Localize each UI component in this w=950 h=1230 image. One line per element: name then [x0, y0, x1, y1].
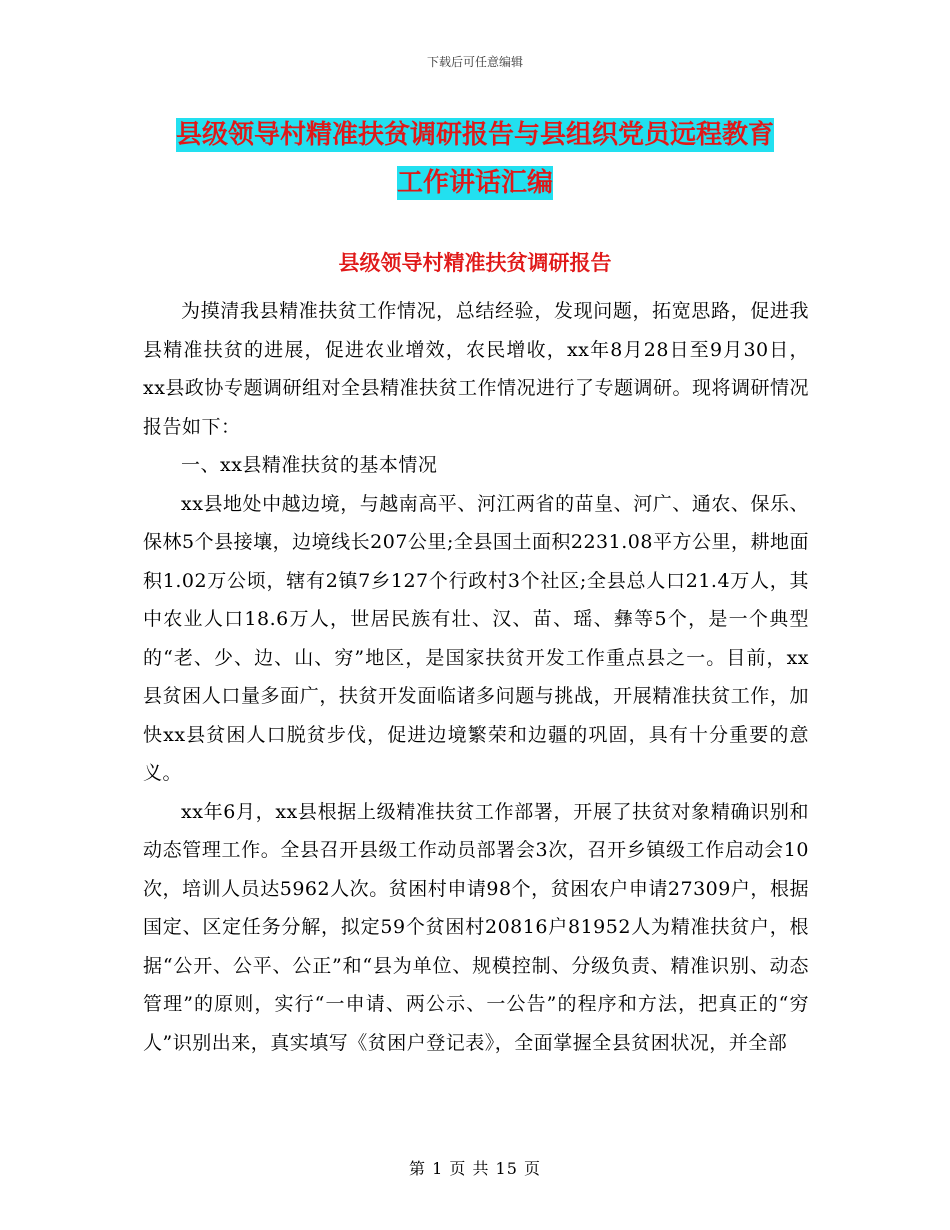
paragraph-intro: 为摸清我县精准扶贫工作情况，总结经验，发现问题，拓宽思路，促进我县精准扶贫的进展，促进农业增效，农民增收，xx年8月28日至9月30日，xx县政协专题调研组对全县精准扶贫工作情况进行了专题调研。现将调研情况报告如下： — [143, 300, 809, 438]
paragraph-county-overview: xx县地处中越边境，与越南高平、河江两省的苗皇、河广、通农、保乐、保林5个县接壤，边境线长207公里;全县国土面积2231.08平方公里，耕地面积1.02万公顷，辖有2镇7乡127个行政村3个社区;全县总人口21.4万人，其中农业人口18.6万人，世居民族有壮、汉、苗、瑶、彝等5个，是一个典型的“老、少、边、山、穷”地区，是国家扶贫开发工作重点县之一。目前，xx县贫困人口量多面广，扶贫开发面临诸多问题与挑战，开展精准扶贫工作，加快xx县贫困人口脱贫步伐，促进边境繁荣和边疆的巩固，具有十分重要的意义。 — [143, 492, 809, 784]
page-number-footer: 第 1 页 共 15 页 — [409, 1159, 541, 1178]
paragraph-identification-work: xx年6月，xx县根据上级精准扶贫工作部署，开展了扶贫对象精确识别和动态管理工作。全县召开县级工作动员部署会3次，召开乡镇级工作启动会10次，培训人员达5962人次。贫困村申请98个，贫困农户申请27309户，根据国定、区定任务分解，拟定59个贫困村20816户81952人为精准扶贫户，根据“公开、公平、公正”和“县为单位、规模控制、分级负责、精准识别、动态管理”的原则，实行“一申请、两公示、一公告”的程序和方法，把真正的“穷人”识别出来，真实填写《贫困户登记表》，全面掌握全县贫困状况，并全部 — [143, 800, 809, 1054]
document-title — [0, 111, 950, 207]
document-title-line-1: 县级领导村精准扶贫调研报告与县组织党员远程教育 — [175, 120, 774, 150]
header-note: 下载后可任意编辑 — [426, 55, 523, 69]
body-text — [143, 292, 809, 1062]
document-title-line-2: 工作讲话汇编 — [396, 168, 553, 198]
paragraph-heading-1: 一、xx县精准扶贫的基本情况 — [181, 454, 438, 476]
section-title: 县级领导村精准扶贫调研报告 — [338, 250, 612, 275]
